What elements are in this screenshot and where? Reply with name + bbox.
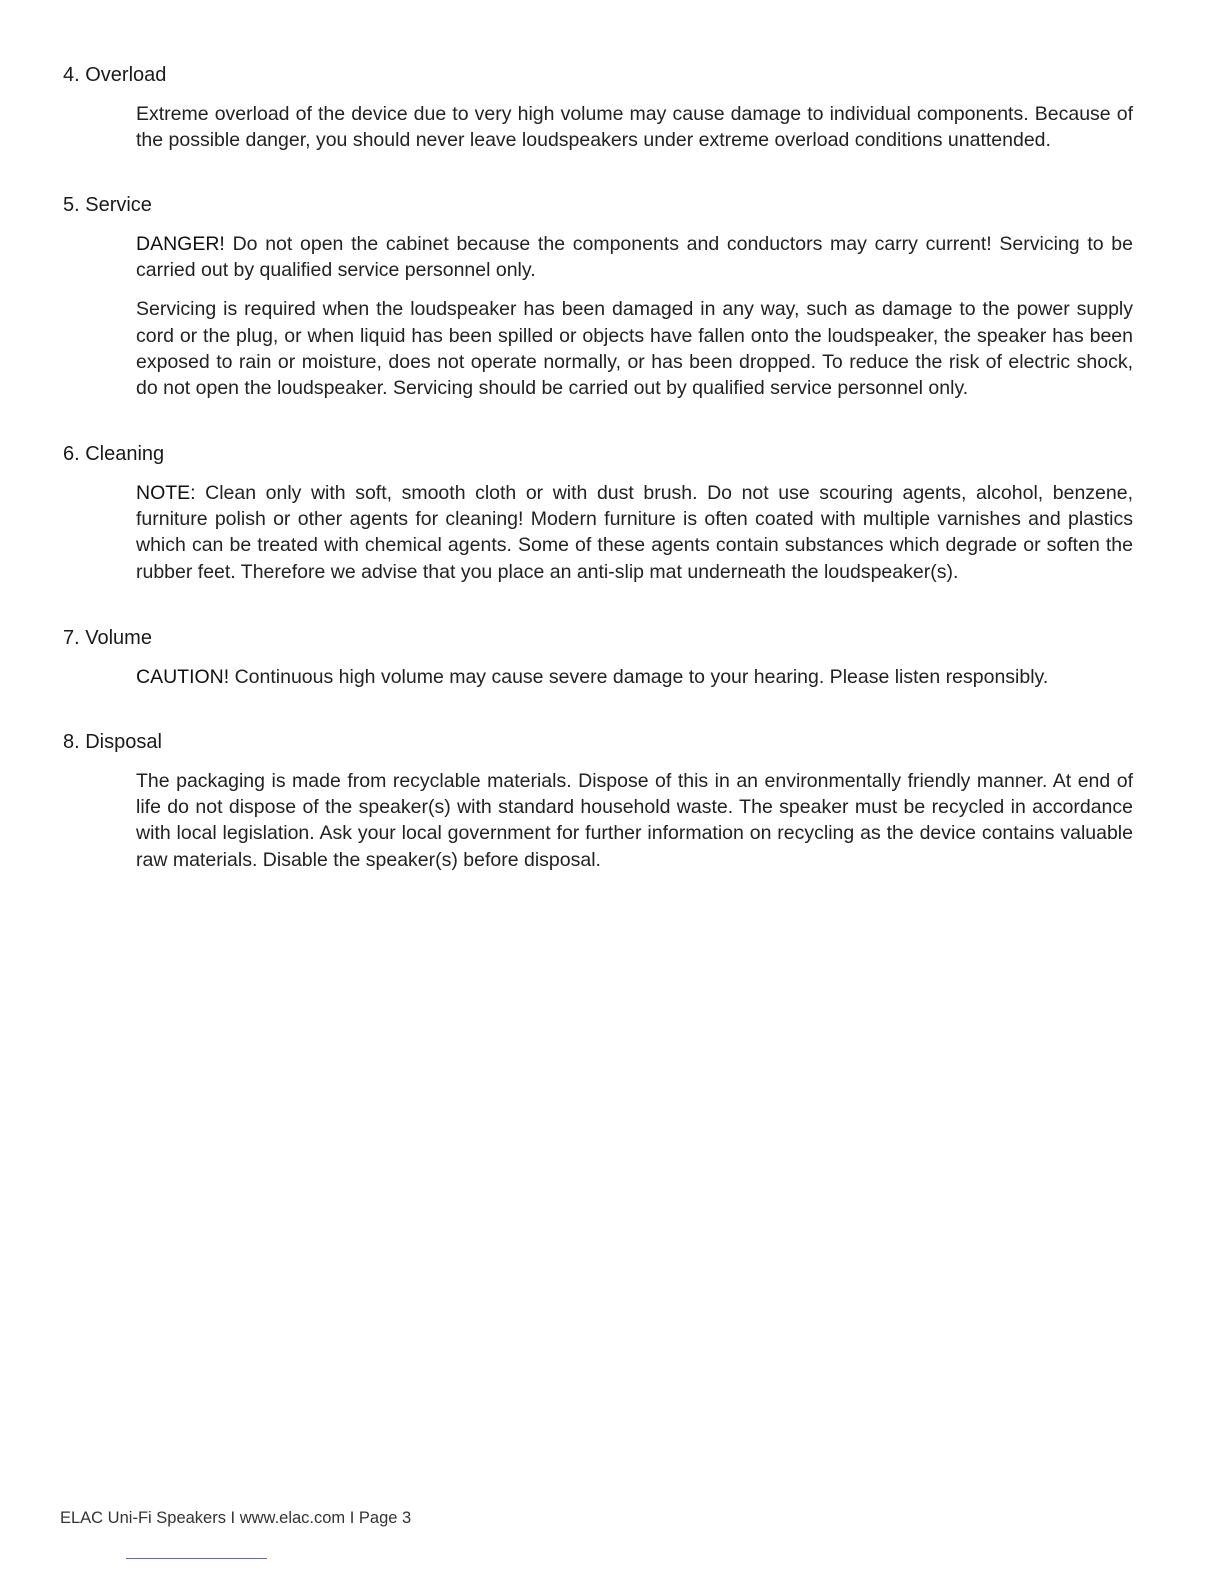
paragraph (136, 664, 1133, 690)
section-heading: 5. Service (63, 194, 152, 216)
section-body (63, 480, 1133, 585)
section-body (63, 101, 1133, 153)
paragraph (136, 480, 1133, 585)
paragraph (136, 768, 1133, 873)
section-body (63, 768, 1133, 873)
section-heading: 8. Disposal (63, 731, 162, 753)
paragraph-text: Continuous high volume may cause severe damage to your hearing. Please listen responsibly. (229, 666, 1049, 688)
section-heading: 6. Cleaning (63, 443, 165, 465)
paragraph (136, 101, 1133, 153)
section-volume (63, 625, 1133, 690)
paragraph-text: The packaging is made from recyclable materials. Dispose of this in an environmentally friendly manner. At end of life do not dispose of the speaker(s) with standard household waste. The speaker must be recycled in accordance with local legislation. Ask your local government for further information on recycling as the device contains valuable raw materials. Disable the speaker(s) before disposal. (136, 770, 1133, 871)
section-service (63, 192, 1133, 401)
page-footer: ELAC Uni-Fi Speakers I www.elac.com I Page 3 (60, 1509, 412, 1527)
paragraph-text: Extreme overload of the device due to very high volume may cause damage to individual components. Because of the possible danger, you should never leave loudspeakers under extreme overload conditions unattended. (136, 103, 1133, 152)
paragraph-text: Servicing is required when the loudspeaker has been damaged in any way, such as damage to the power supply cord or the plug, or when liquid has been spilled or objects have fallen onto the loudspeaker, the speaker has been exposed to rain or moisture, does not operate normally, or has been dropped. To reduce the risk of electric shock, do not open the loudspeaker. Servicing should be carried out by qualified service personnel only. (136, 298, 1133, 400)
section-disposal (63, 729, 1133, 873)
note-label: NOTE: (136, 482, 196, 504)
section-heading: 7. Volume (63, 627, 152, 649)
paragraph-text: Do not open the cabinet because the components and conductors may carry current! Servicing to be carried out by qualified service personnel only. (136, 233, 1133, 282)
section-body (63, 231, 1133, 401)
paragraph (136, 296, 1133, 401)
caution-label: CAUTION! (136, 666, 230, 688)
footer-divider (126, 1558, 267, 1559)
section-heading: 4. Overload (63, 64, 167, 86)
danger-label: DANGER! (136, 233, 225, 255)
paragraph (136, 231, 1133, 283)
section-body (63, 664, 1133, 690)
section-cleaning (63, 441, 1133, 585)
section-overload (63, 62, 1133, 153)
paragraph-text: Clean only with soft, smooth cloth or with dust brush. Do not use scouring agents, alcohol, benzene, furniture polish or other agents for cleaning! Modern furniture is often coated with multiple varnishes and plastics which can be treated with chemical agents. Some of these agents contain substances which degrade or soften the rubber feet. Therefore we advise that you place an anti-slip mat underneath the loudspeaker(s). (136, 482, 1133, 583)
